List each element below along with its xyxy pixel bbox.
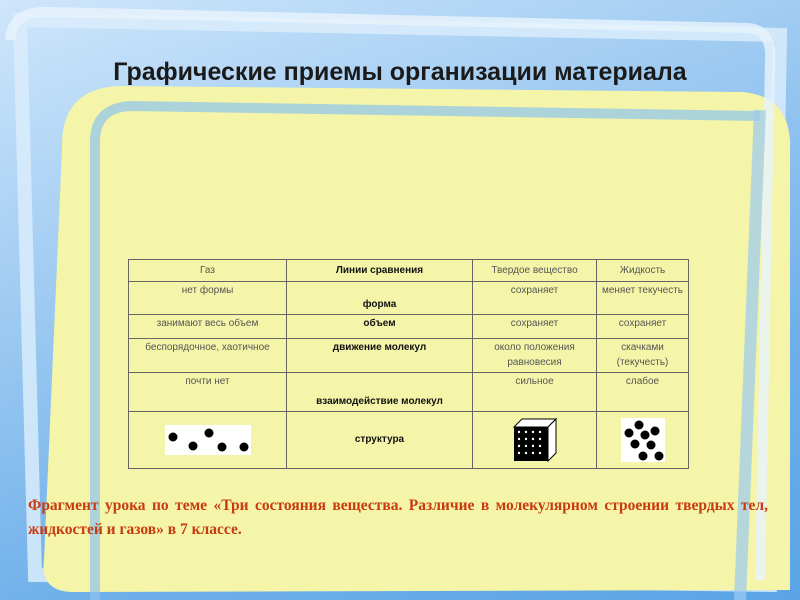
comparison-table: [128, 259, 689, 469]
table-row: [129, 282, 689, 315]
table-row: [129, 339, 689, 373]
cell-gas: занимают весь объем: [129, 315, 287, 339]
cell-solid-structure: [473, 411, 597, 468]
cell-criteria: взаимодействие молекул: [287, 373, 473, 412]
cell-solid: сильное: [473, 373, 597, 412]
comparison-table-wrap: [128, 259, 688, 469]
cell-solid: сохраняет: [473, 315, 597, 339]
cell-liquid: слабое: [597, 373, 689, 412]
cell-criteria: форма: [287, 282, 473, 315]
header-gas: Газ: [129, 260, 287, 282]
table-header-row: [129, 260, 689, 282]
table-row: [129, 315, 689, 339]
cell-liquid-structure: [597, 411, 689, 468]
cell-gas-structure: [129, 411, 287, 468]
cell-criteria: объем: [287, 315, 473, 339]
liquid-molecules-icon: [621, 418, 665, 462]
cell-liquid: скачками (текучесть): [597, 339, 689, 373]
table-row: [129, 373, 689, 412]
cell-gas: почти нет: [129, 373, 287, 412]
table-row: [129, 411, 689, 468]
header-liquid: Жидкость: [597, 260, 689, 282]
slide-title: Графические приемы организации материала: [113, 58, 687, 86]
cell-liquid: меняет текучесть: [597, 282, 689, 315]
cell-gas: нет формы: [129, 282, 287, 315]
solid-lattice-cube-icon: [512, 417, 558, 463]
cell-criteria: движение молекул: [287, 339, 473, 373]
gas-molecules-icon: [165, 425, 251, 455]
cell-liquid: сохраняет: [597, 315, 689, 339]
cell-solid: сохраняет: [473, 282, 597, 315]
slide-caption: Фрагмент урока по теме «Три состояния вещества. Различие в молекулярном строении твердых тел, жидкостей и газов» в 7 классе.: [28, 497, 768, 538]
header-criteria: Линии сравнения: [287, 260, 473, 282]
header-solid: Твердое вещество: [473, 260, 597, 282]
cell-criteria: структура: [287, 411, 473, 468]
cell-gas: беспорядочное, хаотичное: [129, 339, 287, 373]
cell-solid: около положения равновесия: [473, 339, 597, 373]
